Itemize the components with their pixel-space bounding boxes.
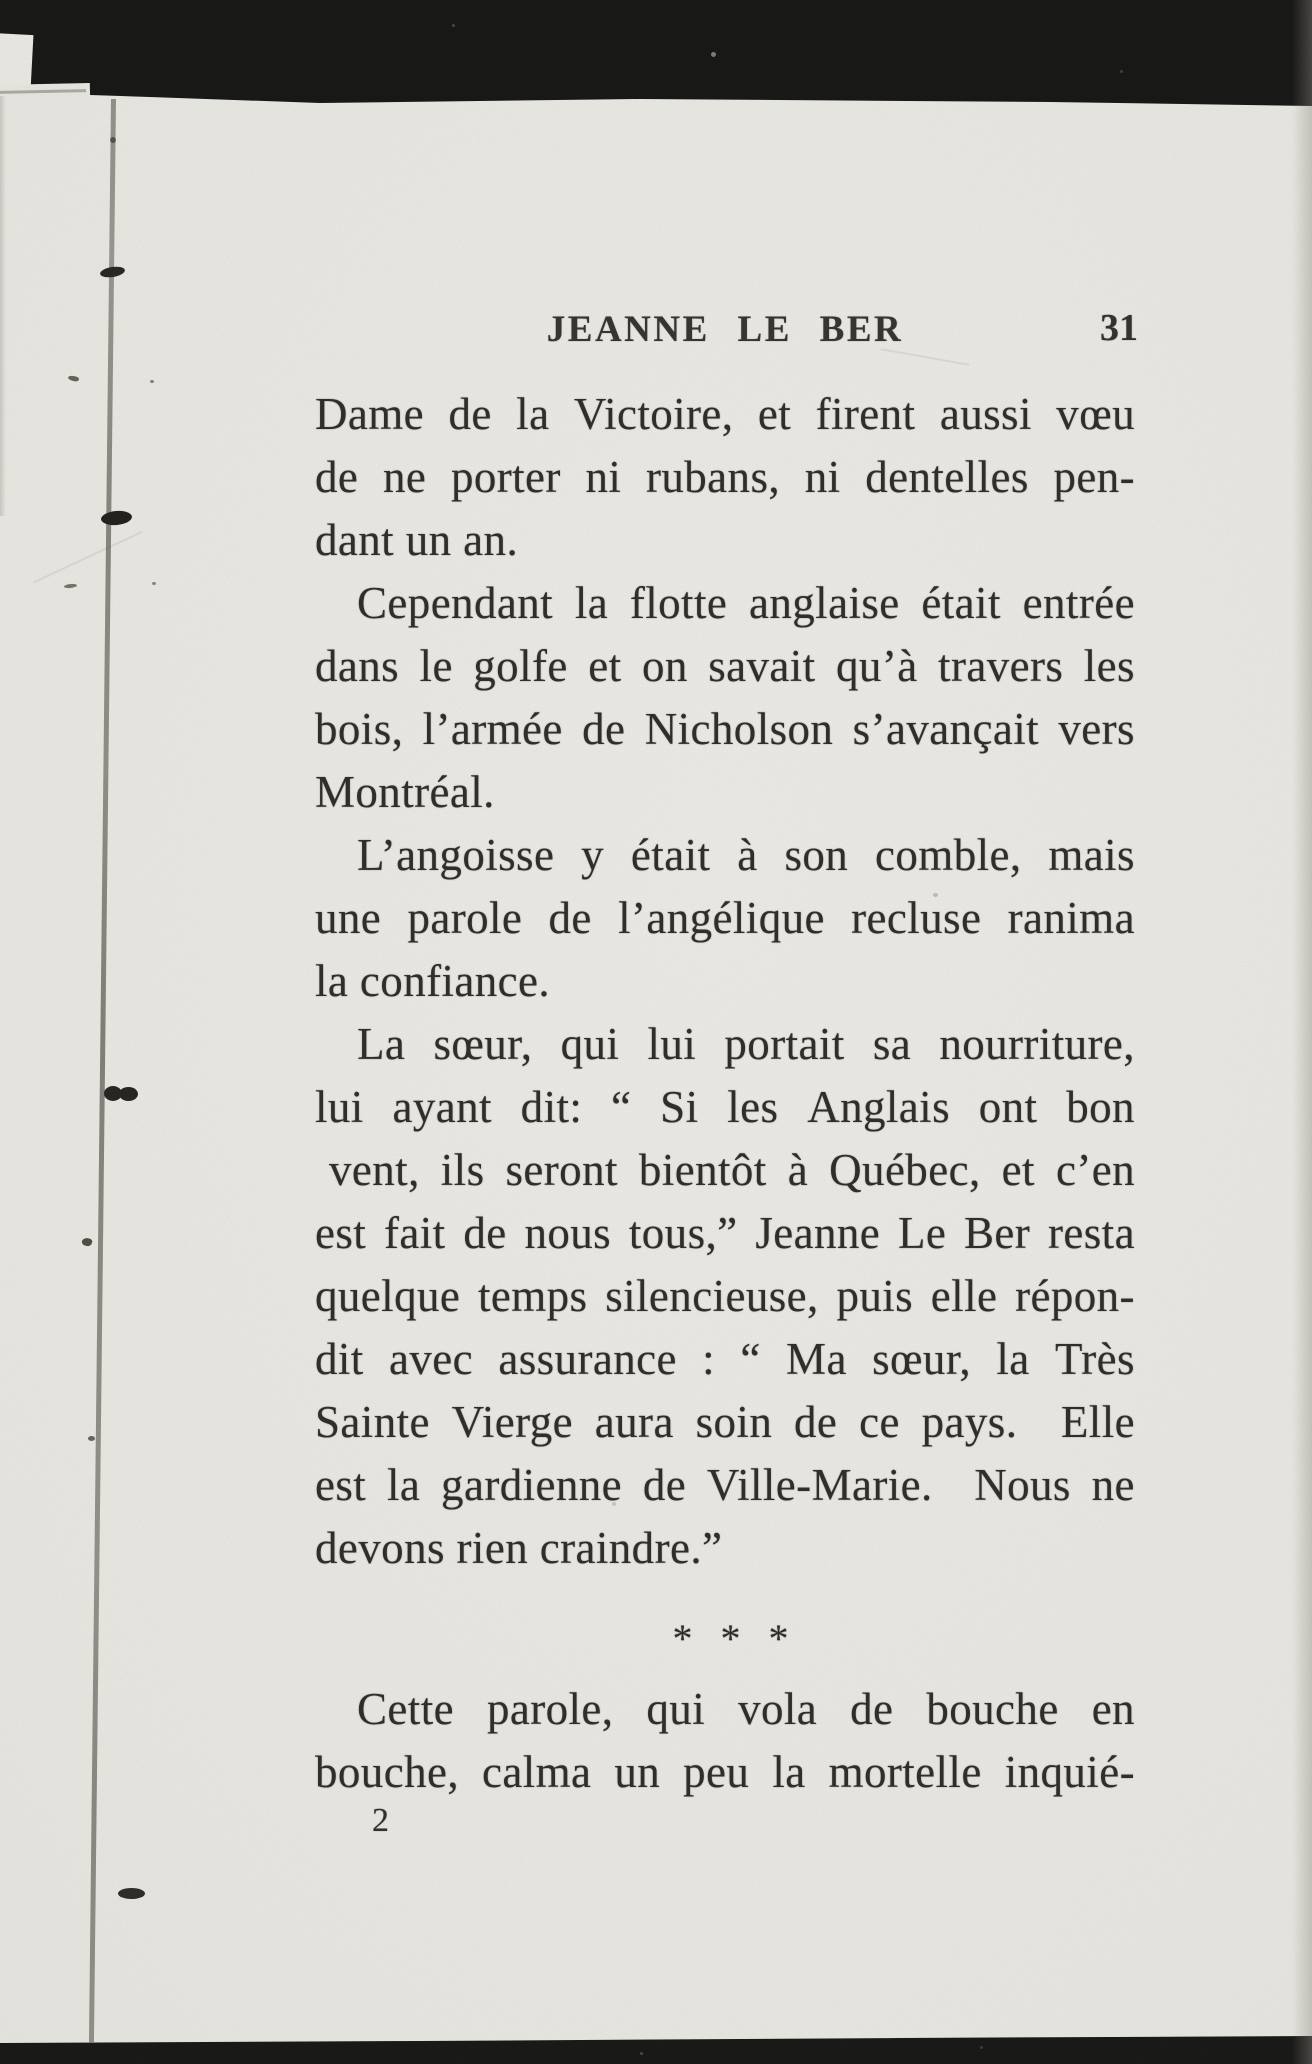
text-line: est fait de nous tous,” Jeanne Le Ber resta (315, 1208, 1135, 1258)
paper-speck (81, 1237, 93, 1248)
text-line: la confiance. (315, 956, 551, 1006)
text-line: L’angoisse y était à son comble, mais (357, 830, 1135, 880)
scan-bottom-band (0, 2036, 1312, 2064)
text-line: quelque temps silencieuse, puis elle répon- (315, 1271, 1135, 1321)
text-line: dans le golfe et on savait qu’à travers les (315, 641, 1135, 691)
paper-speck (68, 375, 80, 383)
text-line: Cependant la flotte anglaise était entrée (357, 578, 1135, 628)
paper-speck (152, 582, 156, 585)
scan-dust-speck (980, 2046, 983, 2049)
page-corner (0, 33, 33, 91)
thread-knot (119, 1087, 138, 1101)
paper-speck (150, 380, 154, 383)
scan-dust-speck (711, 52, 716, 57)
thread-knot (110, 137, 116, 143)
text-line: Montréal. (315, 767, 495, 817)
text-line: Dame de la Victoire, et firent aussi vœu (315, 389, 1135, 439)
text-block-footer (315, 1678, 1135, 1804)
thread-knot (118, 1888, 145, 1899)
page-edge-shadow-left (0, 96, 6, 516)
scan-dust-speck (1120, 70, 1123, 73)
thread-knot (99, 265, 125, 279)
text-line: de ne porter ni rubans, ni dentelles pen- (315, 452, 1135, 502)
text-line: Sainte Vierge aura soin de ce pays. Elle (315, 1397, 1135, 1447)
text-line: une parole de l’angélique recluse ranima (315, 893, 1135, 943)
paper-scratch (33, 531, 143, 584)
running-head-title: JEANNE LE BER (546, 309, 904, 350)
text-block-main (315, 383, 1135, 1580)
scan-top-band (0, 0, 1312, 110)
text-line: bouche, calma un peu la mortelle inquié- (315, 1747, 1135, 1797)
text-line: lui ayant dit: “ Si les Anglais ont bon (315, 1082, 1135, 1132)
scan-dust-speck (640, 2052, 643, 2055)
text-line: La sœur, qui lui portait sa nourriture, (357, 1019, 1135, 1069)
text-line: Cette parole, qui vola de bouche en (357, 1684, 1135, 1734)
text-line: devons rien craindre.” (315, 1523, 723, 1573)
section-separator: * * * (672, 1616, 798, 1661)
scan-dust-speck (452, 24, 455, 27)
binding-thread (89, 99, 116, 2043)
page-number: 31 (1100, 307, 1138, 349)
text-line: dant un an. (315, 515, 519, 565)
text-line: vent, ils seront bientôt à Québec, et c’en (329, 1145, 1135, 1195)
signature-mark: 2 (372, 1802, 389, 1839)
text-line: dit avec assurance : “ Ma sœur, la Très (315, 1334, 1135, 1384)
text-line: bois, l’armée de Nicholson s’avançait vers (315, 704, 1135, 754)
paper-speck (88, 1436, 95, 1441)
page-edge-shadow-right (1292, 0, 1312, 2064)
text-line: est la gardienne de Ville-Marie. Nous ne (315, 1460, 1135, 1510)
paper-speck (64, 583, 77, 588)
thread-knot (100, 510, 132, 527)
